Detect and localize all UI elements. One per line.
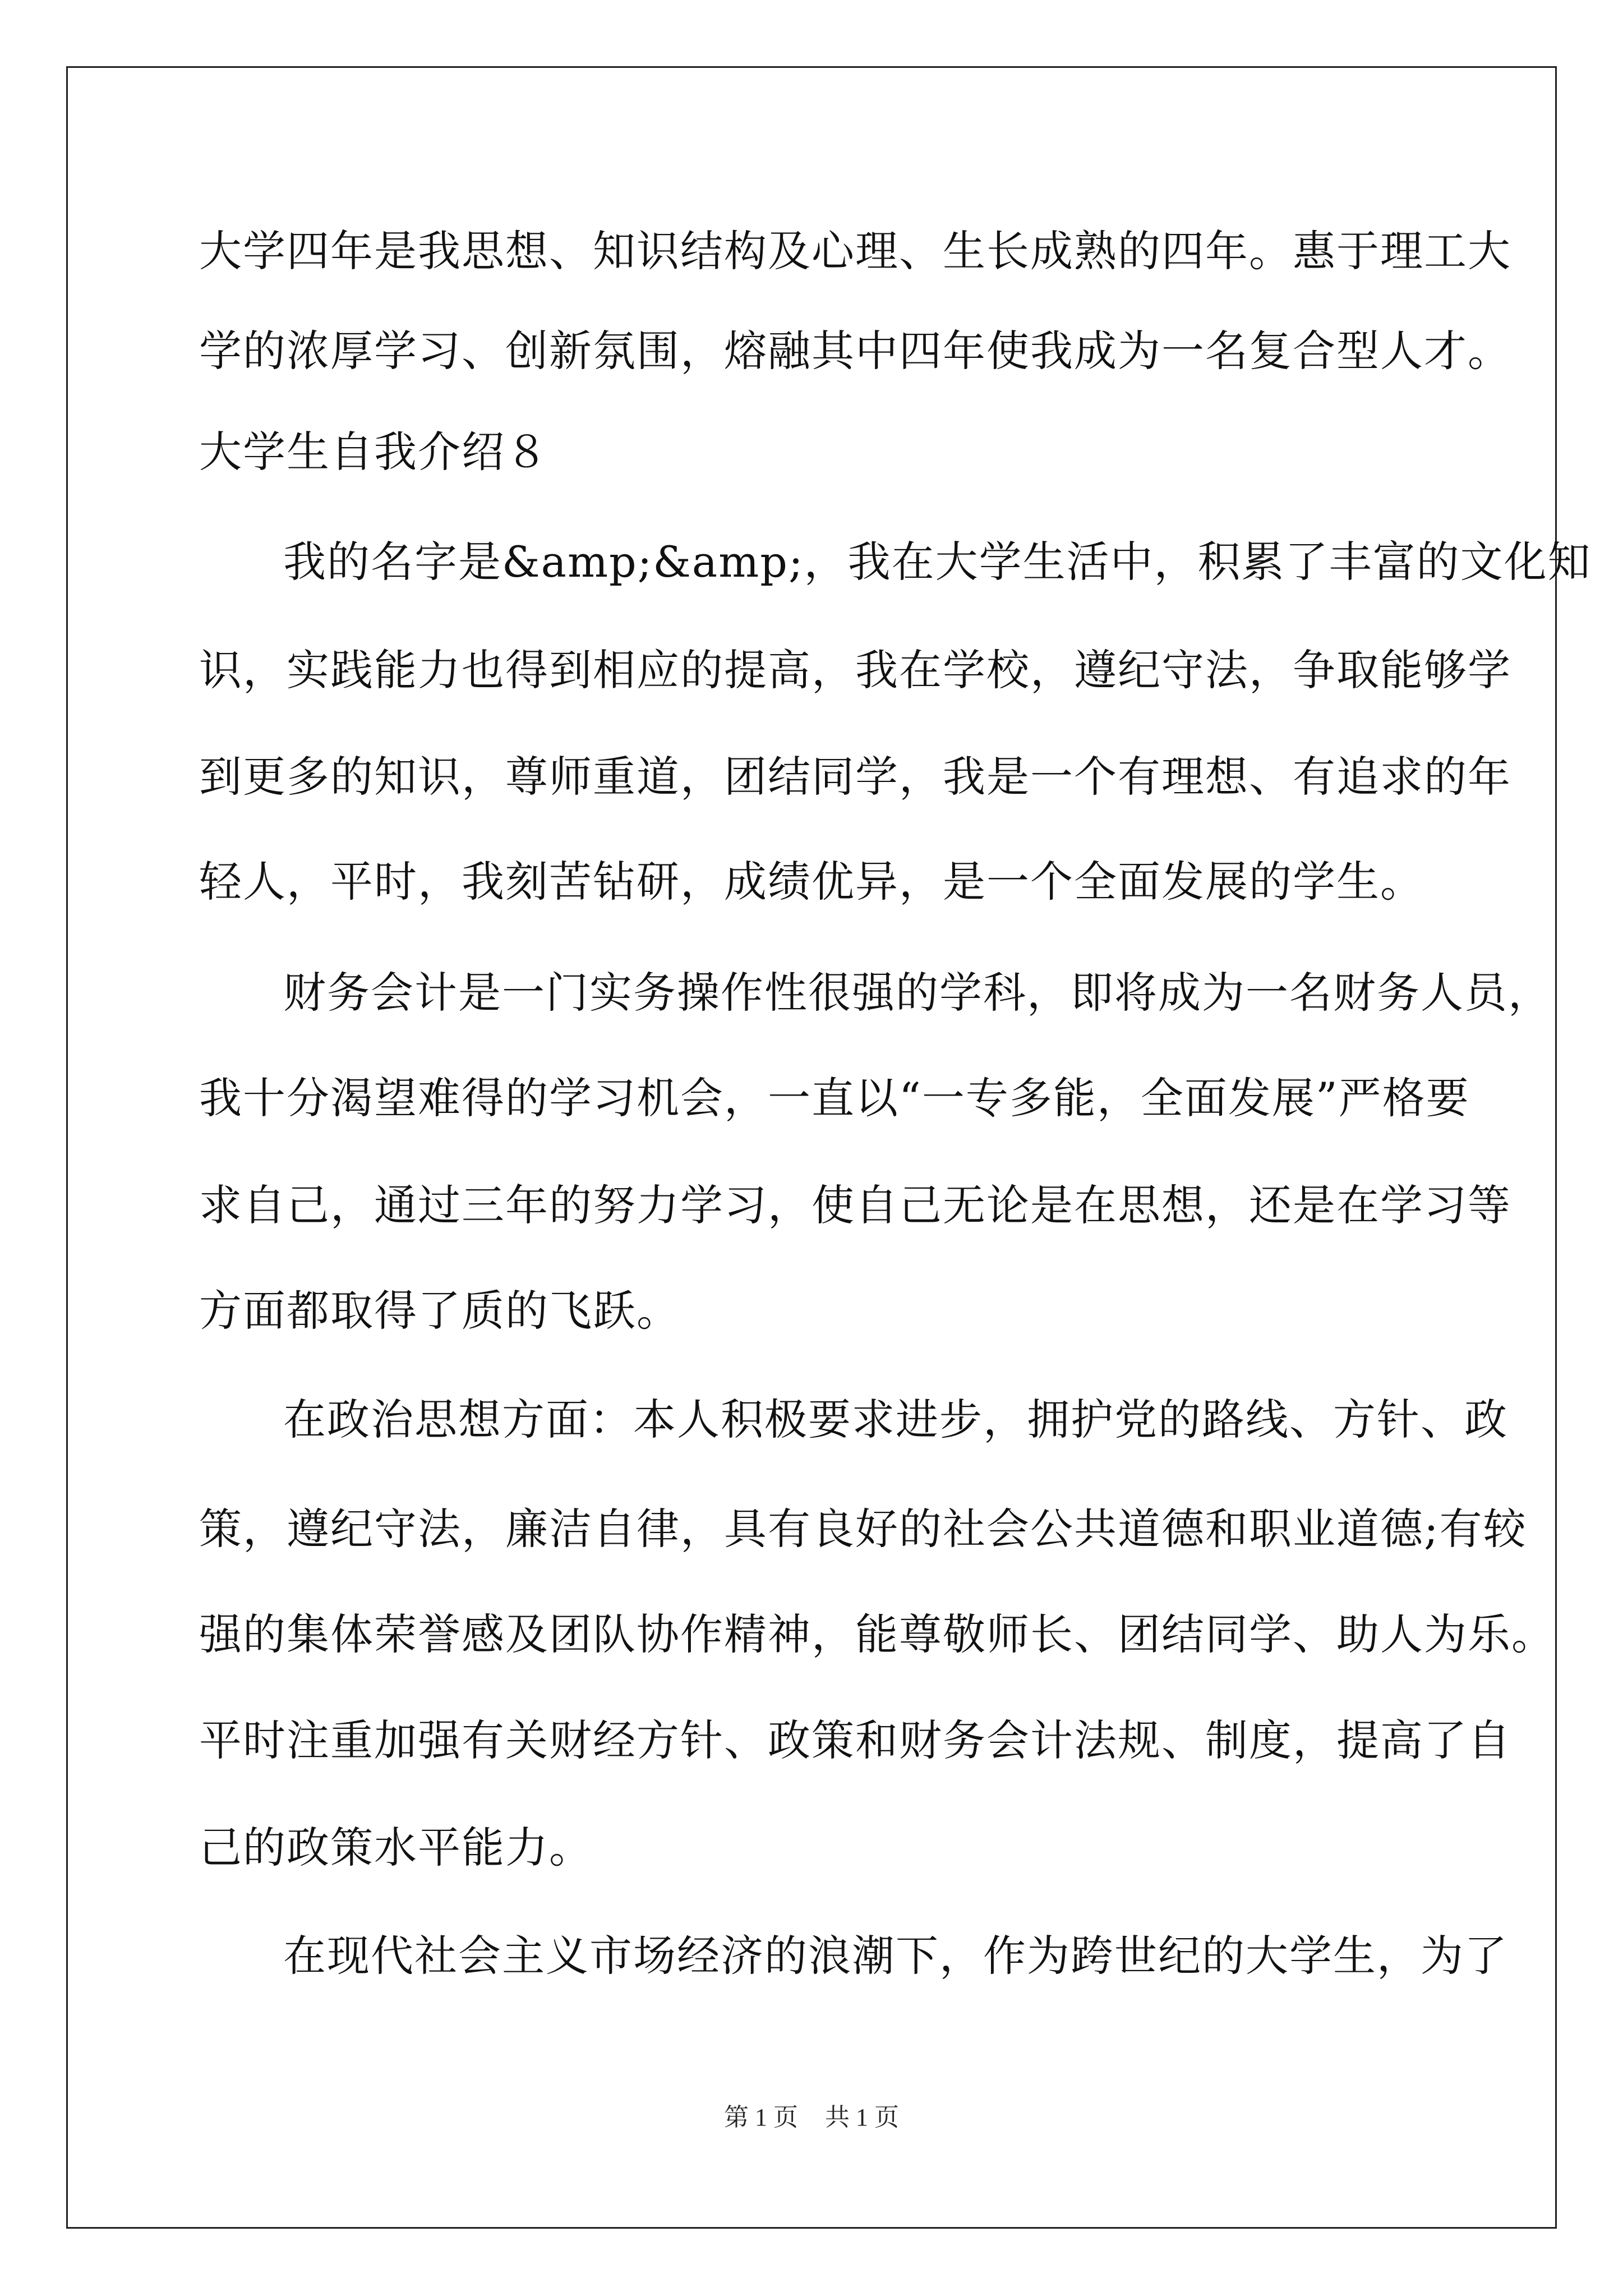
section-heading: 大学生自我介绍８ bbox=[199, 427, 549, 477]
text-line: 平时注重加强有关财经方针、政策和财务会计法规、制度，提高了自 bbox=[199, 1715, 1511, 1765]
page-number: 第 1 页 bbox=[724, 2104, 798, 2131]
text-line: 学的浓厚学习、创新氛围，熔融其中四年使我成为一名复合型人才。 bbox=[199, 326, 1511, 376]
text-line: 在现代社会主义市场经济的浪潮下，作为跨世纪的大学生，为了 bbox=[283, 1931, 1508, 1981]
text-line: 求自己，通过三年的努力学习，使自己无论是在思想，还是在学习等 bbox=[199, 1180, 1511, 1230]
text-line: 己的政策水平能力。 bbox=[199, 1823, 593, 1872]
text-line: 轻人，平时，我刻苦钻研，成绩优异，是一个全面发展的学生。 bbox=[199, 857, 1424, 907]
page-border bbox=[66, 66, 1557, 2229]
text-line: 强的集体荣誉感及团队协作精神，能尊敬师长、团结同学、助人为乐。 bbox=[199, 1609, 1555, 1659]
text-line: 我的名字是&amp;&amp;，我在大学生活中，积累了丰富的文化知 bbox=[283, 537, 1592, 587]
text-line: 大学四年是我思想、知识结构及心理、生长成熟的四年。惠于理工大 bbox=[199, 226, 1511, 276]
text-line: 我十分渴望难得的学习机会，一直以“一专多能，全面发展”严格要 bbox=[199, 1073, 1470, 1123]
page-footer bbox=[0, 2101, 1623, 2134]
text-line: 识，实践能力也得到相应的提高，我在学校，遵纪守法，争取能够学 bbox=[199, 645, 1511, 695]
text-line: 财务会计是一门实务操作性很强的学科，即将成为一名财务人员， bbox=[283, 968, 1552, 1018]
page-total: 共 1 页 bbox=[825, 2104, 899, 2131]
text-line: 到更多的知识，尊师重道，团结同学，我是一个有理想、有追求的年 bbox=[199, 752, 1511, 802]
text-line: 在政治思想方面：本人积极要求进步，拥护党的路线、方针、政 bbox=[283, 1395, 1508, 1444]
text-line: 方面都取得了质的飞跃。 bbox=[199, 1286, 680, 1336]
text-line: 策，遵纪守法，廉洁自律，具有良好的社会公共道德和职业道德;有较 bbox=[199, 1504, 1527, 1554]
